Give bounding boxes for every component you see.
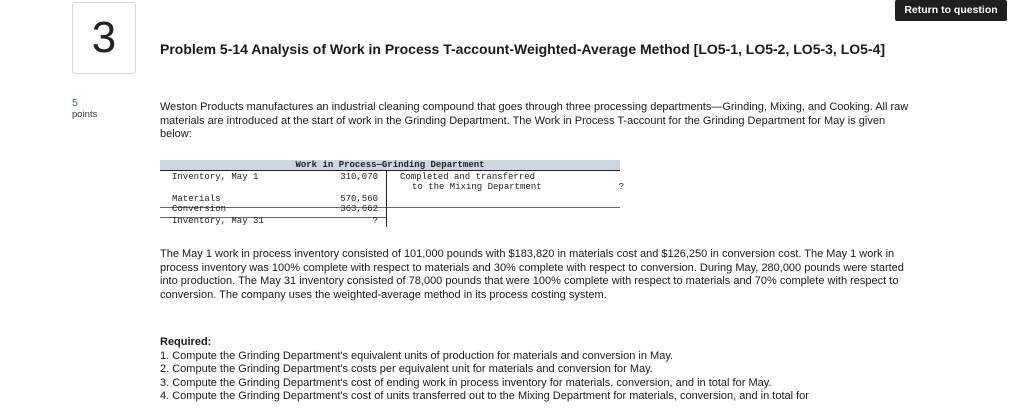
credit-amount: ? [618,182,624,192]
details-paragraph: The May 1 work in process inventory consisted of 101,000 pounds with $183,820 in materials cost and $126,250 in conversion cost. The May 1 work in process inventory was 100% complete with respect to materials and 30% complete with respect to conversion. During May, 280,000 pounds were started into production. The May 31 inventory consisted of 78,000 pounds that were 100% complete with respect to materials and 70% complete with respect to conversion. The company uses the weighted-average method in its process costing system. [160,248,904,301]
points-value: 5 [72,97,78,109]
debit-amount: 363,662 [340,204,378,214]
t-account-top-rule [160,170,620,171]
required-section [160,336,910,404]
debit-amount: 570,560 [340,194,378,204]
debit-label: Materials [172,194,221,204]
return-to-question-button[interactable]: Return to question [895,0,1007,21]
t-account [160,160,624,227]
points-info [72,97,97,121]
debit-amount: 310,070 [340,172,378,182]
problem-title: Problem 5-14 Analysis of Work in Process T-account-Weighted-Average Method [LO5-1, LO5-2, LO5-3, LO5-4] [160,41,886,57]
debit-amount: ? [372,216,378,226]
t-account-title: Work in Process—Grinding Department [160,160,620,170]
credit-label-line2: to the Mixing Department [412,182,542,192]
debit-label: Inventory, May 1 [172,172,259,182]
required-heading: Required: [160,336,212,348]
debit-label: Conversion [172,204,227,214]
debit-label: Inventory, May 31 [172,216,264,226]
required-item: 2. Compute the Grinding Department's costs per equivalent unit for materials and conversion for May. [160,363,653,376]
t-account-center-rule [386,170,387,227]
intro-paragraph: Weston Products manufactures an industrial cleaning compound that goes through three processing departments—Grinding, Mixing, and Cooking. All raw materials are introduced at the start of work in the Grinding Department. The Work in Process T-account for the Grinding Department for May is given below: [160,101,909,141]
required-item: 4. Compute the Grinding Department's cost of units transferred out to the Mixing Department for materials, conversion, and in total for [160,390,809,403]
t-account-credit-total-rule [387,207,620,208]
required-item: 1. Compute the Grinding Department's equivalent units of production for materials and conversion in May. [160,349,674,362]
points-label: points [72,109,98,120]
credit-label-line1: Completed and transferred [400,172,536,182]
question-number: 3 [72,2,136,74]
required-item: 3. Compute the Grinding Department's cost of ending work in process inventory for materials, conversion, and in total for May. [160,376,772,389]
